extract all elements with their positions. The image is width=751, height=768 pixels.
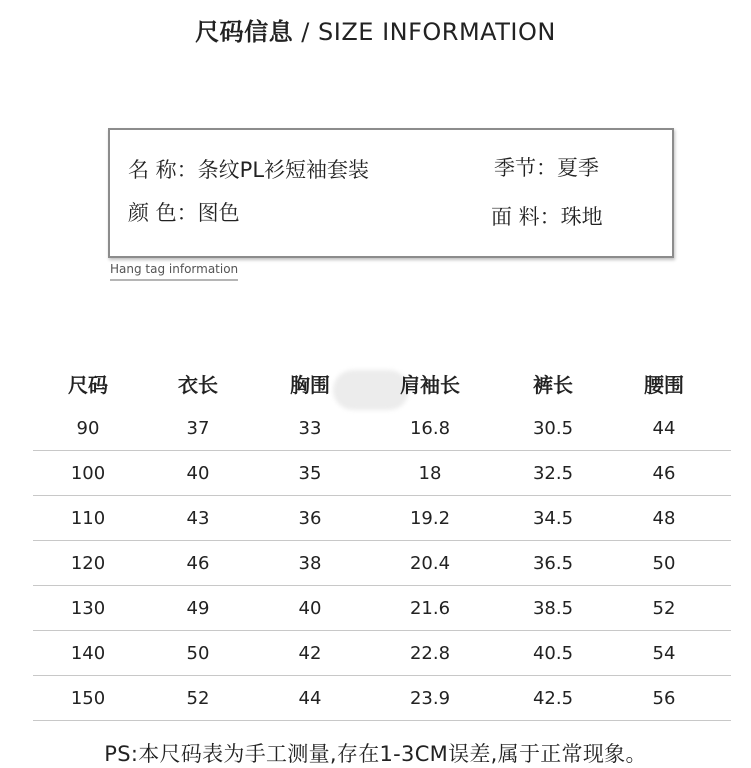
table-cell: 50	[186, 642, 210, 664]
table-cell: 44	[652, 417, 676, 439]
table-row	[33, 406, 731, 451]
table-cell: 33	[298, 417, 322, 439]
table-cell: 90	[76, 417, 100, 439]
table-cell: 18	[418, 462, 442, 484]
table-header-cell: 肩袖长	[400, 372, 460, 397]
table-cell: 44	[298, 687, 322, 709]
title-cn: 尺码信息	[195, 18, 294, 46]
table-cell: 38	[298, 552, 322, 574]
table-row	[33, 631, 731, 676]
table-cell: 49	[186, 597, 210, 619]
tag-fabric: 面 料：珠地	[491, 205, 603, 229]
table-cell: 100	[70, 462, 106, 484]
table-cell: 43	[186, 507, 210, 529]
table-header-cell: 衣长	[178, 372, 218, 397]
table-cell: 48	[652, 507, 676, 529]
title-separator: /	[293, 18, 319, 46]
tag-name: 名 称：条纹PL衫短袖套装	[128, 158, 370, 182]
hang-tag-box	[108, 128, 674, 258]
tag-color: 颜 色：图色	[128, 201, 240, 225]
table-cell: 32.5	[532, 462, 574, 484]
table-row	[33, 676, 731, 721]
table-cell: 30.5	[532, 417, 574, 439]
table-header-cell: 裤长	[533, 372, 573, 397]
table-header-cell: 尺码	[68, 372, 108, 397]
measurement-note: PS:本尺码表为手工测量,存在1-3CM误差,属于正常现象。	[104, 742, 647, 766]
table-cell: 40	[186, 462, 210, 484]
table-cell: 36.5	[532, 552, 574, 574]
table-cell: 38.5	[532, 597, 574, 619]
table-cell: 42.5	[532, 687, 574, 709]
table-header-cell: 腰围	[644, 372, 684, 397]
table-cell: 50	[652, 552, 676, 574]
table-cell: 120	[70, 552, 106, 574]
table-cell: 40	[298, 597, 322, 619]
table-cell: 140	[70, 642, 106, 664]
table-cell: 35	[298, 462, 322, 484]
table-cell: 56	[652, 687, 676, 709]
table-row	[33, 451, 731, 496]
table-cell: 46	[652, 462, 676, 484]
table-row	[33, 541, 731, 586]
size-table	[33, 360, 731, 721]
table-cell: 52	[652, 597, 676, 619]
table-header-cell: 胸围	[290, 372, 330, 397]
table-cell: 40.5	[532, 642, 574, 664]
table-cell: 130	[70, 597, 106, 619]
table-header-row	[33, 360, 731, 406]
table-cell: 54	[652, 642, 676, 664]
table-cell: 42	[298, 642, 322, 664]
table-cell: 19.2	[409, 507, 451, 529]
table-cell: 46	[186, 552, 210, 574]
hang-tag-caption: Hang tag information	[110, 262, 238, 281]
table-cell: 36	[298, 507, 322, 529]
table-cell: 16.8	[409, 417, 451, 439]
table-cell: 37	[186, 417, 210, 439]
table-cell: 52	[186, 687, 210, 709]
page-title	[0, 12, 751, 47]
table-cell: 110	[70, 507, 106, 529]
table-row	[33, 586, 731, 631]
table-cell: 150	[70, 687, 106, 709]
table-cell: 21.6	[409, 597, 451, 619]
table-cell: 34.5	[532, 507, 574, 529]
table-cell: 23.9	[409, 687, 451, 709]
title-en: SIZE INFORMATION	[318, 18, 556, 46]
table-row	[33, 496, 731, 541]
tag-season: 季节：夏季	[494, 156, 599, 180]
table-cell: 22.8	[409, 642, 451, 664]
table-cell: 20.4	[409, 552, 451, 574]
